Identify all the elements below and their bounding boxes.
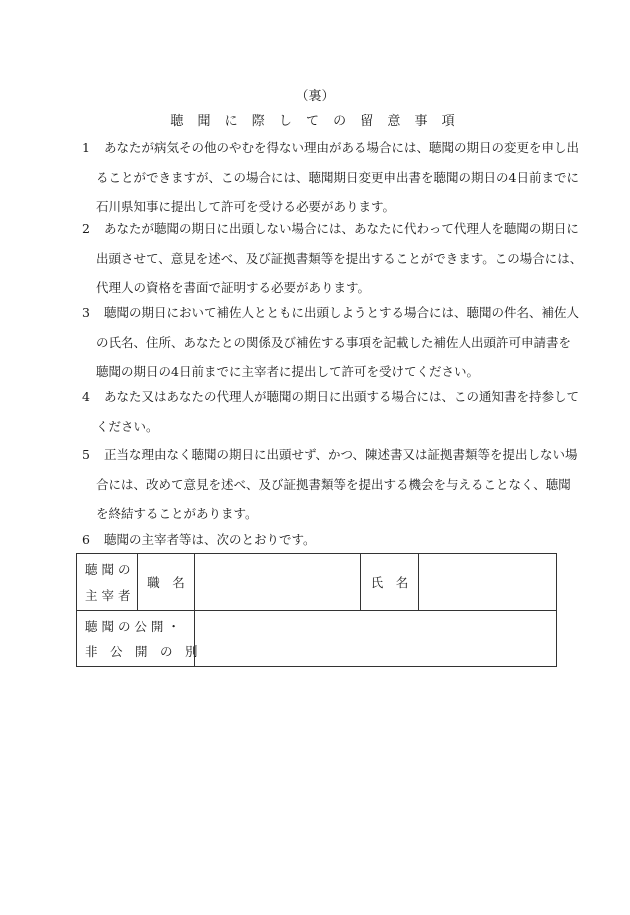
position-label: 職 名 (138, 554, 195, 611)
list-item-4 (82, 382, 580, 441)
name-value-cell[interactable] (419, 554, 557, 611)
item-text-line: あなたが病気その他のやむを得ない理由がある場合には、聴聞の期日の変更を申し出 (104, 140, 580, 155)
item-text-line: あなた又はあなたの代理人が聴聞の期日に出頭する場合には、この通知書を持参して (104, 389, 580, 404)
list-item-2 (82, 214, 583, 303)
name-label: 氏 名 (361, 554, 419, 611)
position-value-cell[interactable] (195, 554, 361, 611)
table-row (77, 554, 557, 611)
item-number: 1 (82, 140, 90, 155)
presider-info-table (76, 553, 557, 667)
list-item-1 (82, 133, 580, 222)
item-text-line: 代理人の資格を書面で証明する必要があります。 (96, 280, 371, 295)
item-text-line: 聴聞の期日において補佐人とともに出頭しようとする場合には、聴聞の件名、補佐人 (104, 305, 580, 320)
document-title: 聴 聞 に 際 し て の 留 意 事 項 (170, 114, 460, 129)
public-label-line: 非 公 開 の 別 (85, 644, 198, 660)
item-text-line: あなたが聴聞の期日に出頭しない場合には、あなたに代わって代理人を聴聞の期日に (104, 221, 579, 236)
item-number: 2 (82, 221, 90, 236)
item-text-line: 正当な理由なく聴聞の期日に出頭せず、かつ、陳述書又は証拠書類等を提出しない場 (104, 447, 578, 462)
presider-label-line: 主 宰 者 (85, 588, 131, 603)
item-text-line: ください。 (96, 418, 159, 434)
item-text-line: 聴聞の主宰者等は、次のとおりです。 (104, 532, 316, 547)
item-text-line: ることができますが、この場合には、聴聞期日変更申出書を聴聞の期日の4日前までに (96, 169, 579, 185)
item-text-line: 合には、改めて意見を述べ、及び証拠書類等を提出する機会を与えることなく、聴聞 (96, 476, 571, 492)
item-text-line: 聴聞の期日の4日前までに主宰者に提出して許可を受けてください。 (96, 364, 479, 379)
list-item-5 (82, 440, 578, 529)
item-number: 6 (82, 532, 90, 547)
public-label-line: 聴 聞 の 公 開 ・ (85, 618, 180, 634)
item-text-line: 石川県知事に提出して許可を受ける必要があります。 (96, 199, 396, 214)
item-number: 4 (82, 389, 90, 404)
item-number: 3 (82, 305, 90, 320)
item-number: 5 (82, 447, 90, 462)
back-side-label: （裏） (295, 89, 335, 104)
table-row (77, 611, 557, 667)
presider-label-line: 聴 聞 の (85, 562, 131, 577)
presider-label-cell (77, 554, 138, 611)
list-item-6 (82, 525, 557, 555)
item-text-line: 出頭させて、意見を述べ、及び証拠書類等を提出することができます。この場合には、 (96, 250, 583, 266)
item-text-line: を終結することがあります。 (96, 506, 258, 521)
public-value-cell[interactable] (195, 611, 557, 667)
list-item-3 (82, 298, 580, 387)
public-label-cell (77, 611, 198, 667)
item-text-line: の氏名、住所、あなたとの関係及び補佐する事項を記載した補佐人出頭許可申請書を (96, 334, 572, 350)
